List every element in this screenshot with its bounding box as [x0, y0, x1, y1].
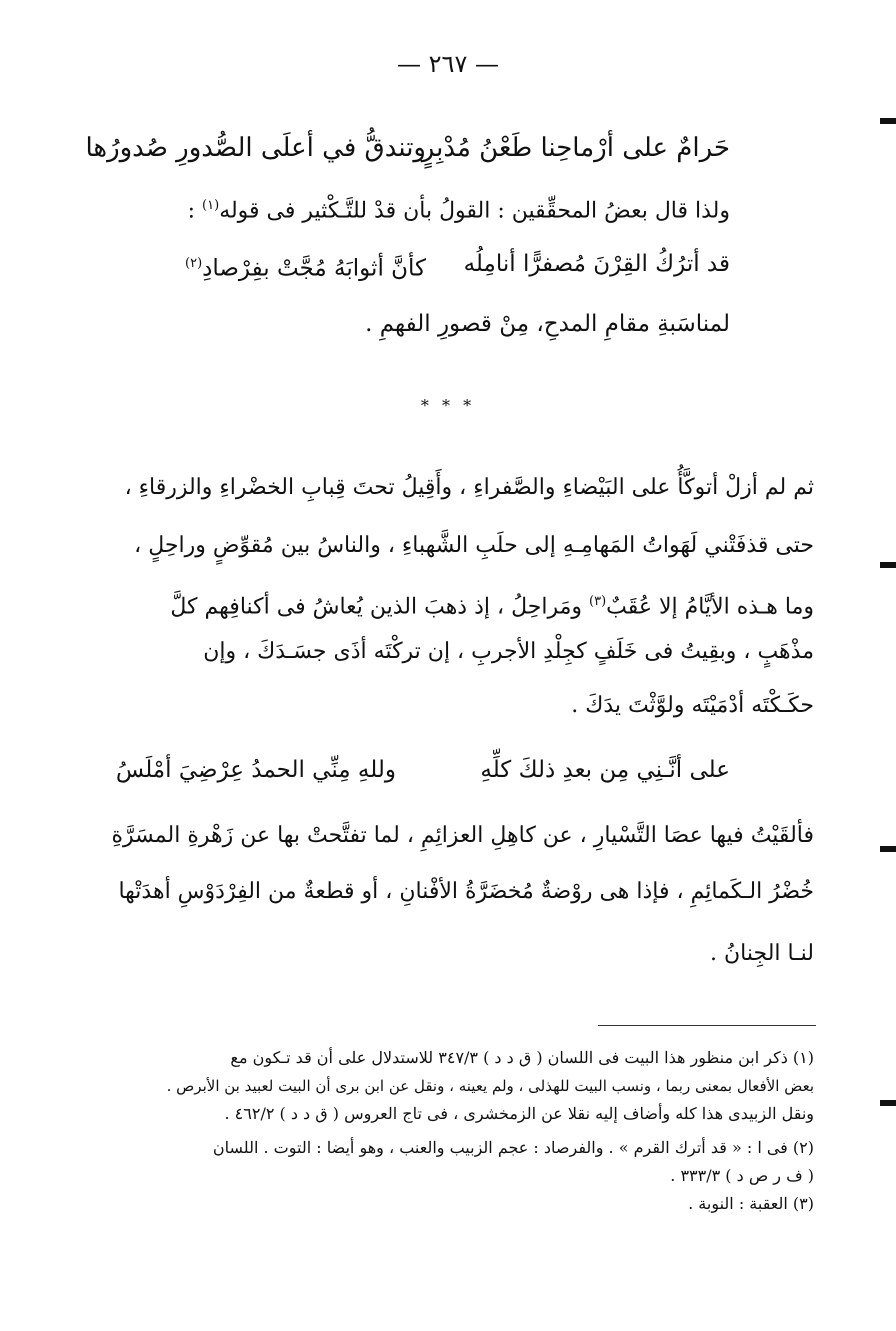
- intro-colon: :: [187, 198, 196, 224]
- paragraph2-line3: لنـا الجِنانُ .: [710, 941, 814, 966]
- paragraph1-line3: [170, 584, 814, 625]
- verse3-hemistich-second: وللهِ مِنِّي الحمدُ عِرْضِيَ أمْلَسُ: [115, 757, 396, 783]
- verse2-hemistich-first: قد أترُكُ القِرْنَ مُصفرًّا أنامِلُه: [463, 251, 730, 277]
- footnote-3: (٣) العقبة : النوبة .: [688, 1194, 814, 1213]
- paragraph1-line1: ثم لم أزلْ أتوكَّأُ على البَيْضاءِ والصَّفراءِ ، وأَقِيلُ تحتَ قِبابِ الخضْراءِ والزرقاءِ ،: [124, 475, 814, 500]
- footnote-ref-2[interactable]: (٢): [185, 256, 203, 271]
- intro-line: [188, 188, 730, 229]
- paragraph1-line3-a: وما هـذه الأيَّامُ إلا عُقَبٌ: [606, 594, 814, 620]
- paragraph2-line1: فألقَيْتُ فيها عصَا التَّسْيارِ ، عن كاهِلِ العزائِمِ ، لما تفتَّحتْ بها عن زَهْرةِ المسَرَّةِ: [111, 823, 814, 848]
- footnote-2-line2: ( ف ر ص د ) ٣٣٣/٣ .: [670, 1166, 814, 1185]
- footnote-2-line1: (٢) فى ا : « قد أترك القرم » . والفرصاد : عجم الزبيب والعنب ، وهو أيضا : التوت . اللسان: [212, 1138, 814, 1157]
- verse2-text: كأنَّ أثوابَهُ مُجَّتْ بفِرْصادِ: [202, 255, 426, 282]
- footnote-1-line2: بعض الأفعال بمعنى ربما ، ونسب البيت للهذلى ، ولم يعينه ، ونقل عن ابن برى أن البيت لعبيد بن الأبرص .: [166, 1077, 814, 1095]
- footnote-ref-3[interactable]: (٣): [589, 594, 607, 609]
- verse3-hemistich-first: على أنَّـنِي مِن بعدِ ذلكَ كلِّهِ: [480, 757, 730, 783]
- footnote-1-line3: ونقل الزبيدى هذا كله وأضاف إليه نقلا عن الزمخشرى ، فى تاج العروس ( ق د د ) ٤٦٢/٢ .: [224, 1104, 814, 1123]
- verse-hemistich-first: حَرامٌ على أرْماحِنا طَعْنُ مُدْبِرٍ: [421, 133, 730, 163]
- verse-hemistich-second: وتندقُّ في أعلَى الصُّدورِ صُدورُها: [85, 133, 426, 163]
- scan-edge-mark: [880, 562, 896, 568]
- paragraph2-line2: خُضْرُ الـكَمائِمِ ، فإذا هى روْضةٌ مُخضَرَّةُ الأفْنانِ ، أو قطعةٌ من الفِرْدَوْسِ أهدَتْها: [118, 879, 814, 904]
- intro-text: ولذا قال بعضُ المحقِّقين : القولُ بأن قدْ للتَّـكْثير فى قوله: [219, 198, 730, 224]
- footnote-divider: [598, 1025, 816, 1026]
- page-number: — ٢٦٧ —: [397, 50, 499, 78]
- closing-line: لمناسَبةِ مقامِ المدحِ، مِنْ قصورِ الفهمِ .: [365, 311, 730, 337]
- footnote-1-line1: (١) ذكر ابن منظور هذا البيت فى اللسان ( ق د د ) ٣٤٧/٣ للاستدلال على أن قد تـكون مع: [230, 1048, 814, 1067]
- paragraph1-line2: حتى قذفَتْني لَهَواتُ المَهامِـهِ إلى حلَبِ الشَّهباءِ ، والناسُ بين مُقوِّضٍ وراحِلٍ ،: [134, 533, 814, 558]
- scan-edge-mark: [880, 846, 896, 852]
- footnote-ref-1[interactable]: (١): [202, 198, 220, 213]
- scan-edge-mark: [880, 118, 896, 124]
- paragraph1-line5: حكَـكْتَه أدْمَيْتَه ولوَّثْتَ يدَكَ .: [571, 693, 814, 718]
- paragraph1-line4: مذْهَبٍ ، وبقِيتُ فى خَلَفٍ كجِلْدِ الأجربِ ، إن تركْتَه أذَى جسَـدَكَ ، وإن: [203, 639, 814, 664]
- scan-edge-mark: [880, 1100, 896, 1106]
- paragraph1-line3-b: ومَراحِلُ ، إذ ذهبَ الذين يُعاشُ فى أكنافِهم كلَّ: [170, 594, 590, 620]
- section-separator: * * *: [420, 396, 476, 415]
- verse2-hemistich-second: [185, 246, 426, 287]
